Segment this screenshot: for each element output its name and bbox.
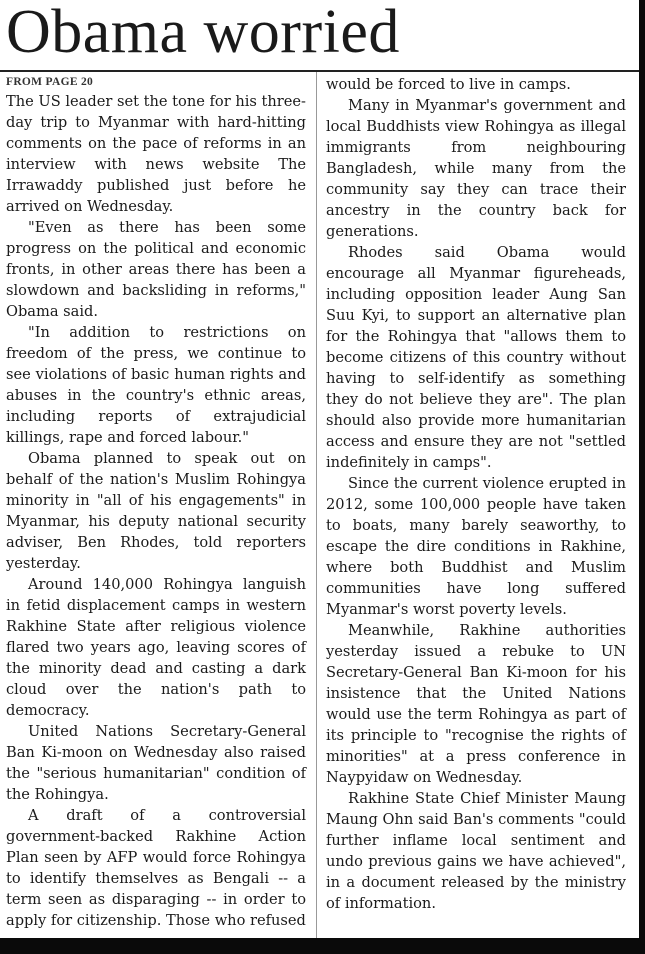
column-divider xyxy=(316,72,317,938)
paragraph: The US leader set the tone for his three-day trip to Myanmar with hard-hitting comments on the pace of reforms in an interview with news website The Irrawaddy published just before he arrived on Wednesday. xyxy=(6,93,306,215)
continuation-kicker: FROM PAGE 20 xyxy=(6,76,94,88)
paragraph: Obama planned to speak out on behalf of the nation's Muslim Rohingya minority in "all of his engagements" in Myanmar, his deputy national security adviser, Ben Rhodes, told reporters yesterday. xyxy=(6,450,306,572)
paragraph: would be forced to live in camps. xyxy=(326,76,571,93)
paragraph: "Even as there has been some progress on the political and economic fronts, in other areas there has been a slowdown and backsliding in reforms," Obama said. xyxy=(6,219,306,320)
paragraph: Rhodes said Obama would encourage all Myanmar figureheads, including opposition leader Aung San Suu Kyi, to support an alternative plan for the Rohingya that "allows them to become citizens of this country without having to self-identify as something they do not believe they are". The plan should also provide more humanitarian access and ensure they are not "settled indefinitely in camps". xyxy=(326,244,626,471)
paragraph: Meanwhile, Rakhine authorities yesterday issued a rebuke to UN Secretary-General Ban Ki-moon for his insistence that the United Nations would use the term Rohingya as part of its principle to "recognise the rights of minorities" at a press conference in Naypyidaw on Wednesday. xyxy=(326,622,626,786)
paragraph: Rakhine State Chief Minister Maung Maung Ohn said Ban's comments "could further inflame local sentiment and undo previous gains we have achieved", in a document released by the ministry of information. xyxy=(326,790,626,912)
paragraph: Many in Myanmar's government and local Buddhists view Rohingya as illegal immigrants from neighbouring Bangladesh, while many from the community say they can trace their ancestry in the country back for generations. xyxy=(326,97,626,240)
article-column-left xyxy=(6,74,306,931)
article-column-right xyxy=(326,74,626,914)
scan-border-bottom xyxy=(0,938,645,954)
paragraph: United Nations Secretary-General Ban Ki-moon on Wednesday also raised the "serious humanitarian" condition of the Rohingya. xyxy=(6,723,306,803)
paragraph: Since the current violence erupted in 2012, some 100,000 people have taken to boats, many barely seaworthy, to escape the dire conditions in Rakhine, where both Buddhist and Muslim communities have long suffered Myanmar's worst poverty levels. xyxy=(326,475,626,618)
headline-rule xyxy=(0,70,645,72)
scan-border-right xyxy=(639,0,645,954)
paragraph: A draft of a controversial government-backed Rakhine Action Plan seen by AFP would force Rohingya to identify themselves as Bengali -- a term seen as disparaging -- in order to apply for citizenship. Those who refused xyxy=(6,807,306,929)
paragraph: "In addition to restrictions on freedom of the press, we continue to see violations of basic human rights and abuses in the country's ethnic areas, including reports of extrajudicial killings, rape and forced labour." xyxy=(6,324,306,446)
paragraph: Around 140,000 Rohingya languish in fetid displacement camps in western Rakhine State after religious violence flared two years ago, leaving scores of the minority dead and casting a dark cloud over the nation's path to democracy. xyxy=(6,576,306,719)
headline: Obama worried xyxy=(6,0,400,66)
